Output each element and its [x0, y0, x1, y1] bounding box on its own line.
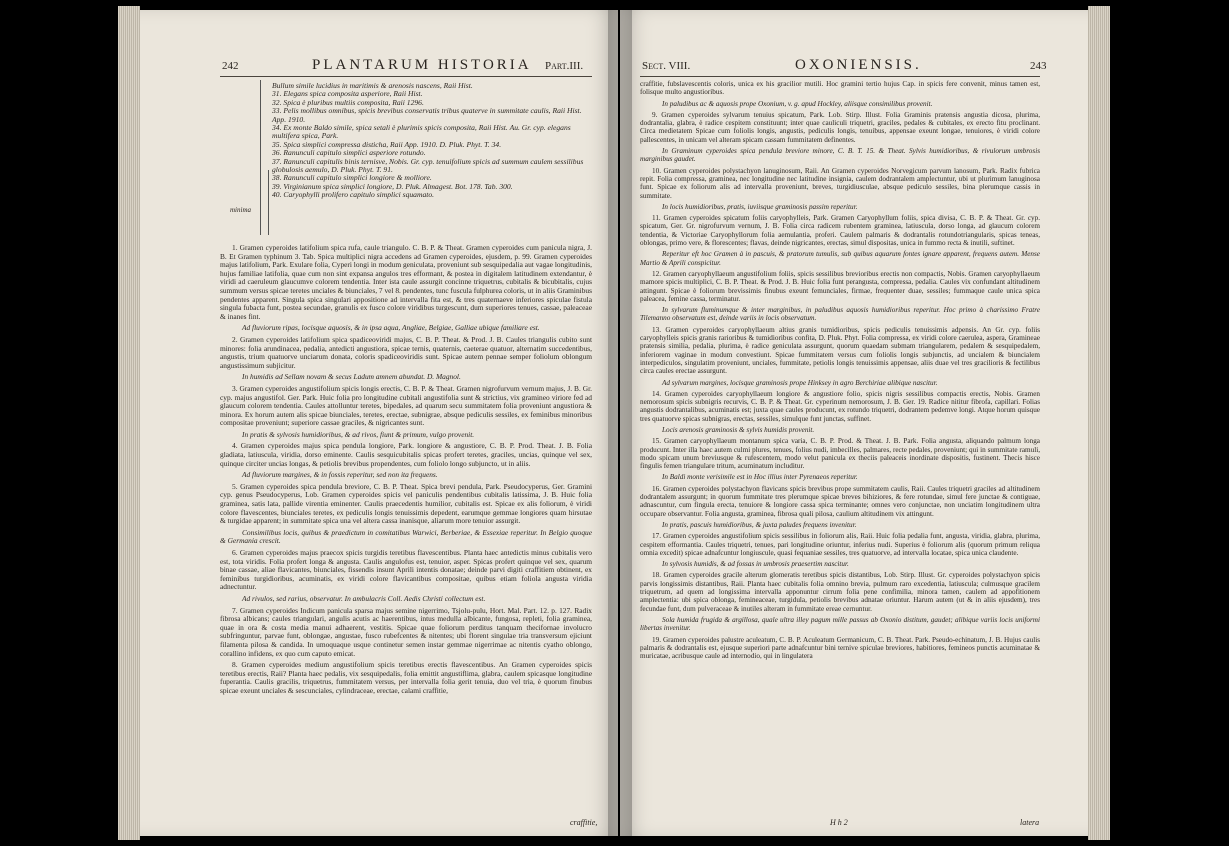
- signature-mark: H h 2: [830, 818, 848, 827]
- habitat-note: In pratis & sylvosis humidioribus, & ad rivos, fiunt & primum, vulgo provenit.: [242, 429, 475, 439]
- synonym-item: 33. Pelis mollibus omnibus, spicis brevibus conservatis tribus quaterve in summitate caulis, Raii Hist. App. 1910.: [272, 106, 582, 124]
- bracket-line: [260, 80, 261, 235]
- body-text: [220, 244, 592, 699]
- body-text: [640, 80, 1040, 663]
- header-rule: [220, 76, 592, 77]
- habitat-note: In humidis ad Sellam novam & secus Ladum amnem abundat. D. Magnol.: [242, 372, 461, 382]
- catchword: latera: [1020, 818, 1040, 827]
- entry-paragraph: 6. Gramen cyperoides majus praecox spicis turgidis teretibus flavescentibus. Planta haec antedictis minus cubitalis vero est, tota viridis. Folia profert longa & angusta. Caulis angulofus est, tenuior, asper. Spicas profert quinque vel sex, quarum binae cassae, aliae flavicantes, biunciales, fissendis insunt Aprili intentis donatae; deinde parvi digiti craffitiem obtinent, ex feminibus turgidioribus, acuminatis, ex viridi colore flavicantibus compositae, quibus etiam foliola angusta viridia adnectuntur.: [220, 548, 592, 592]
- habitat-note: Ad fluviorum ripas, locisque aquosis, & in ipsa aqua, Angliae, Belgiae, Galliae ubique familiare est.: [242, 323, 540, 333]
- running-head: PLANTARUM HISTORIA: [312, 57, 532, 73]
- habitat-note: Ad sylvarum margines, locisque graminosis prope Hinksey in agro Berchiriae alibique nascitur.: [662, 378, 938, 387]
- entry-paragraph: 17. Gramen cyperoides angustifolium spicis sessilibus in foliorum alis, Raii. Huic folia pedalia funt, angusta, viridia, glabra, plurima, cespitem efformantia. Caules triquetri, tenues, pari longitudine oriuntur, inferius nudi. Superius è foliorum alis (quorum primum reliqua omnia excedit) spicae adnafcuntur longiuscule, quasi fequaniae sessiles, tres quatuorve, ad intervalla locatae, spica unica claudente.: [640, 532, 1040, 557]
- page-number: 242: [222, 60, 239, 72]
- entry-paragraph: 1. Gramen cyperoides latifolium spica rufa, caule triangulo. C. B. P. & Theat. Gramen cyperoides cum panicula nigra, J. B. Et Gramen typhinum 3. Tab. Spica multiplici nigra accedens ad Gramen cyperoides, ejusdem, p. 99. Gramen cyperoides majus latifolium, Park. Exulare folia, Cyperi longi in modum geniculata, proveniunt sub sesquipedalia aut vagae longitudinis, hujus familiae latifolia, quae cum non sint expansa angulos tres efformant, & postea in digitalem latitudinem extendantur, è viridi ad caeruleum glaucumve colorem tendentia. Inter ista caule assurgit concinne triquetrus, cubitalis & bicubitalis, cujus summum versus spicae teretes unciales & biunciales, 7 vel 8. pendentes, tunc fuscula fulphurea coloris, ut in aliis Graminibus pendentes apparent. Singula spica singulari appositione ad intervalla fita est, & tres quaternaeve inferiores spiculae fistula singula fubacta funt, postea secundae, granulis ex fusco colore viridibus turgescunt, dum superiores tenues, cassae, paleaceae & inanes fint.: [220, 243, 592, 321]
- page-number: 243: [1030, 60, 1047, 72]
- synonym-item: 36. Ranunculi capitulo simplici asperiore rotundo.: [272, 148, 426, 158]
- entry-paragraph: 16. Gramen cyperoides polystachyon flavicans spicis brevibus prope summitatem caulis, Raii. Caules triquetri graciles ad altitudinem dodrantalem assurgunt; in quorum fummitate tres plerumque spicae breves bihiziores, & fere rotundae, simul fere junctae & contiguae, adnascuntur, cum fingula erecta, tenuiore & longiore cassa spica terminante; omnes vero conjunctae, non unciatim longitudinem ultra occupare observantur. Folia angusta, graminea, fibrosa quali pilosa, caulium altitudinem vix attingunt.: [640, 484, 1040, 518]
- entry-paragraph: 15. Gramen caryophyllaeum montanum spica varia, C. B. P. Prod. & Theat. J. B. Park. Folia angusta, aliquando palmum longa producunt. Inter illa haec autem culmi plures, tenues, folius nudi, imbecilles, palmares, recte pedales, proveniunt; qui in summitate ramuli, modo spicam unum breviusque & rufescentem, modo velut panicula ex theciis paleaceis inordinate dispositis, fustinent. Thecis hisce fingulis femen triangulare tritum, acuminatum includitur.: [640, 437, 1040, 471]
- entry-paragraph: 9. Gramen cyperoides sylvarum tenuius spicatum, Park. Lob. Stirp. Illust. Folia Graminis pratensis angustia dicosa, plurima, dodrantalia, glabra, è radice cespitem constituunt; inter quae cauliculi triquetri, graciles, pedales & cubitales, ex erecto fitu proclinant. Circa medietatem Spicae cum foliolis longis, angustis, pediculis longis, tenuibus, appensae exeunt longae, tenuiores, è viridi colore pallescentes, in unicam vel alteram spicam cassam fummitatem definentes.: [640, 110, 1040, 144]
- synonym-list: [272, 82, 587, 200]
- synonym-item: Bullum simile lucidius in maritimis & arenosis nascens, Raii Hist.: [272, 81, 473, 90]
- synonym-item: 32. Spica è pluribus multiis composita, Raii 1296.: [272, 97, 424, 107]
- entry-paragraph: 18. Gramen cyperoides gracile alterum glomeratis teretibus spicis distantibus, Lob. Stirp. Illust. Gr. cyperoides polystachyon spicis parvis longissimis distantibus, Raii. Planta haec cubitalis folia omnino brevia, pulmum raro excedentia, latiuscula; culmusque gracilem triquetrum, ad quem ad longissima intervalla apponuntur cirrum folia pene confimilia, minora tamen, caulem ad appofitionem amplectentia: ubi spica oblonga, femineaceae, turgidula, petiolis brevibus adnatae oriuntur. Harum autem (ut & in aliis ejusdem), tres fecundae funt, dum pulveraceae & inutiles alteram in fummitate ereae cernuntur.: [640, 571, 1040, 613]
- entry-paragraph: 11. Gramen cyperoides spicatum foliis caryophylleis, Park. Gramen Caryophyllum foliis, spica divisa, C. B. P. & Theat. Gr. cyp. spicatum, Ger. Gr. nigrofurvum vernum, J. B. Folia circa radicem rubentem graminea, latiuscula, dorso longa, ad glaucum colorem tendentia, & Victoriae Caryophyllorum folia aemulantia, proferi. Caulem palmaris & dodrantalis rotundotriangularis, spicas teneas, oblongas, primo vere, & florescentes; flavas, deinde nigricantes, erectas, simul dispositas, unica in fummo recta & inutili, suftinet.: [640, 214, 1040, 248]
- habitat-note: In paludibus ac & aquosis prope Oxonium, v. g. apud Hockley, aliisque consimilibus provenit.: [662, 99, 933, 108]
- entry-paragraph: 8. Gramen cyperoides medium angustifolium spicis teretibus erectis flavescentibus. An Gramen cyperoides spicis teretibus erectis, Raii? Planta haec pedalis, vix sesquipedalis, folia emittit angustiflima, glabra, caulem spicasque longitudine fuperantia. Caulis gracilis, triquetrus, fummitatem versus, per intervalla folia gerit tenuia, duo vel tria, è quorum finubus spicae exeunt unciales & sescunciales, cylindraceae, erectae, calami craffitie,: [220, 660, 592, 695]
- habitat-note: In pratis, pascuis humidioribus, & juxta paludes frequens invenitur.: [662, 520, 857, 529]
- synonym-item: 34. Ex monte Baldo simile, spica setali è plurimis spicis composita, Raii Hist. Au. Gr. cyp. elegans multifera spica, Park.: [272, 123, 571, 141]
- entry-paragraph: 13. Gramen cyperoides caryophyllaeum altius granis tumidioribus, spicis pediculis tenuissimis adpensis. An Gr. cyp. foliis caryophylleis spicis granis rarioribus & tumidioribus confita, D. Pluk. Phyt. Folia compressa, ex viridi colore caerulea, aspera, Gramineae pratensis similia, pedalia, plurima, è radice geniculata assurgunt, quorum quaedam submam triangularem, pedalem & sesquipedalem, inferiorem vaginae in modum convestiunt. Spicae fummitatem versus cum foliolis longis subjunctis, ad uncialem & biuncialem interpediculos, singulatim proveniunt, unciales, fummitate, petiolis longis tenuissimis appensae, aliis duae vel tres gracilioris & fectilibus circa caules erectae assurgunt.: [640, 325, 1040, 376]
- entry-paragraph: 7. Gramen cyperoides Indicum panicula sparsa majus semine nigerrimo, Tsjolu-pulu, Hort. Mal. Part. 12. p. 127. Radix fibrosa albicans; caules triangulari, angulis acutis ac haerentibus, intus medulla albicante, fungosa, repleti, folia graminea, quae in ora & costa media manui adhaerent, vestitis. Spicae quae foliorum perditus tanquam thecifornae involucro subfringuntur, parvae funt, oblongae, angustae, fusco rubefcentes & nitentes; ubi florent singulae tria transversum ejiciunt filamenta pilosa & candida. In umoquaque usque continetur semen instar gemmae nigerrimae ac nitentis cyatho oblongo, corallino infidens, ex quo cum caputo emicat.: [220, 605, 592, 658]
- left-page-edges: [118, 6, 140, 840]
- section-label: Sect. VIII.: [642, 60, 691, 72]
- catchword: craffitie,: [570, 818, 598, 827]
- synonym-item: 38. Ranunculi capitulo simplici longiore & molliore.: [272, 173, 432, 183]
- habitat-note: Ad rivulos, sed rarius, observatur. In ambulacris Coll. Aedis Christi collectum est.: [242, 593, 486, 603]
- section-label: Part.III.: [545, 60, 584, 72]
- habitat-note: In sylvarum fluminumque & inter marginibus, in paludibus aquosis humidioribus reperitur. Hoc primo à charissimo Fratre Tilemanno observatum est, deinde variis in locis observatum.: [640, 306, 1040, 323]
- entry-paragraph: 2. Gramen cyperoides latifolium spica spadiceoviridi majus, C. B. P. Theat. & Prod. J. B. Caules triangulis cubito sunt minores: folia arundinacea, pedalia, antedicti angustiora, spicae ternis, quaternis, caeterae quatuor, alternatim succedentibus, angustis, trium quatuorve unciarum donata, coloris spadiceoviridis sunt. Spicae autem pennae semper foliolum oblongum angustissimum subjicitur.: [220, 334, 592, 370]
- entry-paragraph: 19. Gramen cyperoides palustre aculeatum, C. B. P. Aculeatum Germanicum, C. B. Theat. Park. Pseudo-echinatum, J. B. Hujus caulis palmaris & dodrantalis est, ejusque superiori parte adnafcuntur bini ternive spiculae breviores, habitiores, femineos punctis acuminatae & muricatae, acribusque caule ad internodio, qui in lingulatera: [640, 635, 1040, 661]
- entry-paragraph: 12. Gramen caryophyllaeum angustifolium foliis, spicis sessilibus brevioribus erectis non compactis, Nobis. Gramen caryophyllaeum mamore spicis multiplici, C. B. P. Theat. & Prod. J. B. Huic folia funt perangusta, compressa, pedalia. Caules vix confundant altitudinem attingunt. Spicae è foliorum brevissimis finubus exeunt femunciales, firmae, frequenter duae, sessiles; fummaque caule unica spica paleacea, femine cassa, terminatur.: [640, 269, 1040, 303]
- synonym-item: 37. Ranunculi capitulis binis ternisve, Nobis. Gr. cyp. tenuifolium spicis ad summum caulem sessilibus globulosis aemulo, D. Pluk. Phyt. T. 91.: [272, 156, 584, 175]
- entry-paragraph: 5. Gramen cyperoides spica pendula breviore, C. B. P. Theat. Spica brevi pendula, Park. Pseudocyperus, Ger. Gramini cyp. genus Pseudocyperus, Lob. Gramen cyperoides spicis vel paniculis pendentibus cubitalis latissima, J. B. Huic folia graminea, satis lata, pallide virentia eminenter. Caulis praecedentis humilior, cubitalis est. Spicae ex alis foliorum, è viridi colore flavescentes, biunciales teretes, ex pediculis longis tenuissimis depedent, earumque gemmae longiores quam hirsutae & turgidae apparent; in summitate spica una vel altera cassa inanisque, aliarum more tenuior assurgit.: [220, 481, 592, 526]
- habitat-note: Consimilibus locis, quibus & praedictum in comitatibus Warwici, Berberiae, & Essexiae reperitur. In Belgio quoque & Germania crescit.: [220, 527, 592, 546]
- habitat-note: Locis arenosis graminosis & sylvis humidis provenit.: [662, 425, 815, 434]
- habitat-note: Ad fluviorum margines, & in fossis reperitur, sed non ita frequens.: [242, 470, 438, 480]
- synonym-item: 40. Caryophylli prolifero capitulo simplici squamato.: [272, 190, 435, 200]
- synonym-item: 35. Spica simplici compressa disticha, Raii App. 1910. D. Pluk. Phyt. T. 34.: [272, 139, 502, 149]
- left-page: [140, 10, 618, 836]
- synonym-item: 31. Elegans spica composita asperiore, Raii Hist.: [272, 89, 423, 99]
- running-head: OXONIENSIS.: [795, 57, 922, 73]
- bracket-label: minima: [230, 206, 251, 214]
- entry-paragraph: 14. Gramen cyperoides caryophyllaeum longiore & angustiore folio, spicis nigris sessilibus compactis erectis, Nobis. Gramen nemorosum spicis subnigris recurvis, C. B. P. & Theat. Gr. cyperinum nemorosum, J. B. Ger. 19. Radice nititur fibrofa, capillari. Folias angustis dodrantalibus, acuminatis est; juxta quae caules producunt, ex rotundo triquetri, dodrantem pedemve longi. Atque horum quisque tres quatuorve spicas subnigras, erectas, sessiles, simulque funt junctas, suffinet.: [640, 389, 1040, 423]
- synonym-item: 39. Virginianum spica simplici longiore, D. Pluk. Almagest. Bot. 178. Tab. 300.: [272, 181, 513, 191]
- header-rule: [640, 76, 1040, 77]
- habitat-note: Sola humida frugida & argillosa, quale ultra illey pagum mille passus ab Oxonio distitum, gaudet; alibique variis locis uniformi libertas invenitur.: [640, 615, 1040, 633]
- right-page-edges: [1088, 6, 1110, 840]
- book-gutter: [608, 10, 632, 836]
- right-page: [620, 10, 1088, 836]
- habitat-note: In sylvosis humidis, & ad fossas in umbrosis praesertim nascitur.: [662, 560, 849, 569]
- bracket-line: [268, 170, 269, 235]
- habitat-note: In Graminum cyperoides spica pendula breviore minore, C. B. T. 15. & Theat. Sylvis humidioribus, & rivulorum umbrosis marginibus gaudet.: [640, 147, 1040, 164]
- habitat-note: In Baldi monte verisimile est in Hoc illius inter Pyrenaeos reperitur.: [662, 473, 858, 482]
- entry-paragraph: 10. Gramen cyperoides polystachyon lanuginosum, Raii. An Gramen cyperoides Norvegicum parvum lanosum, Park. Radix fubrica repit. Folia compressa, graminea, nec longitudine nec latitudine insignia, caulem dodrantalem amplectuntur, ubi ut plurimum lanuginosa funt. Spicae ex foliorum alis ad intervalla proveniunt, breves, turgidiusculae, absque pediculo sessiles, bina plerumque cassis in summitate.: [640, 166, 1040, 200]
- entry-paragraph: 4. Gramen cyperoides majus spica pendula longiore, Park. longiore & angustiore, C. B. P. Prod. Theat. J. B. Folia gladiata, latiuscula, viridia, dorso eminente. Caulis sesquicubitalis spicas profert teretes, graciles, uncias, quinque vel sex, quinque circiter uncias longas, & petiolis brevibus propendentes, cum foliolo longo subjuncto, ut in aliis.: [220, 441, 592, 468]
- habitat-note: Reperitur eft hoc Gramen à in pascuis, & pratorum tumulis, sub quibus aquarum fontes ignare apparent, frequens autem. Mense Martio & Aprili conspicitur.: [640, 250, 1040, 267]
- entry-paragraph: 3. Gramen cyperoides angustifolium spicis longis erectis, C. B. P. & Theat. Gramen nigrofurvum vernum majus, J. B. Gr. cyp. majus angustifol. Ger. Park. Huic folia pro longitudine cubitali angustifolia sunt & strictius, vix gramineo viriore fed ad glaucum colorem tendentia. Caules attolluntur teretes, bipedales, ad quarum secu summitatem folia proveniunt angustiora & minora. Ex horum autem alis spicae biunciales, teretes, erectae, subnigrae, absque pediculis sessiles, ex feminibus minoribus compositae proveniunt; superiore cassae graciles, & nigricantes sunt.: [220, 383, 592, 428]
- habitat-note: In locis humidioribus, pratis, iuviisque graminosis passim reperitur.: [662, 202, 858, 211]
- entry-paragraph: craffitie, fubslavescentis coloris, unica ex his gracilior mutili. Hoc gramini tertio hujus Cap. in spicis fere convenit, minus tamen est, folisque multo angustioribus.: [640, 80, 1040, 97]
